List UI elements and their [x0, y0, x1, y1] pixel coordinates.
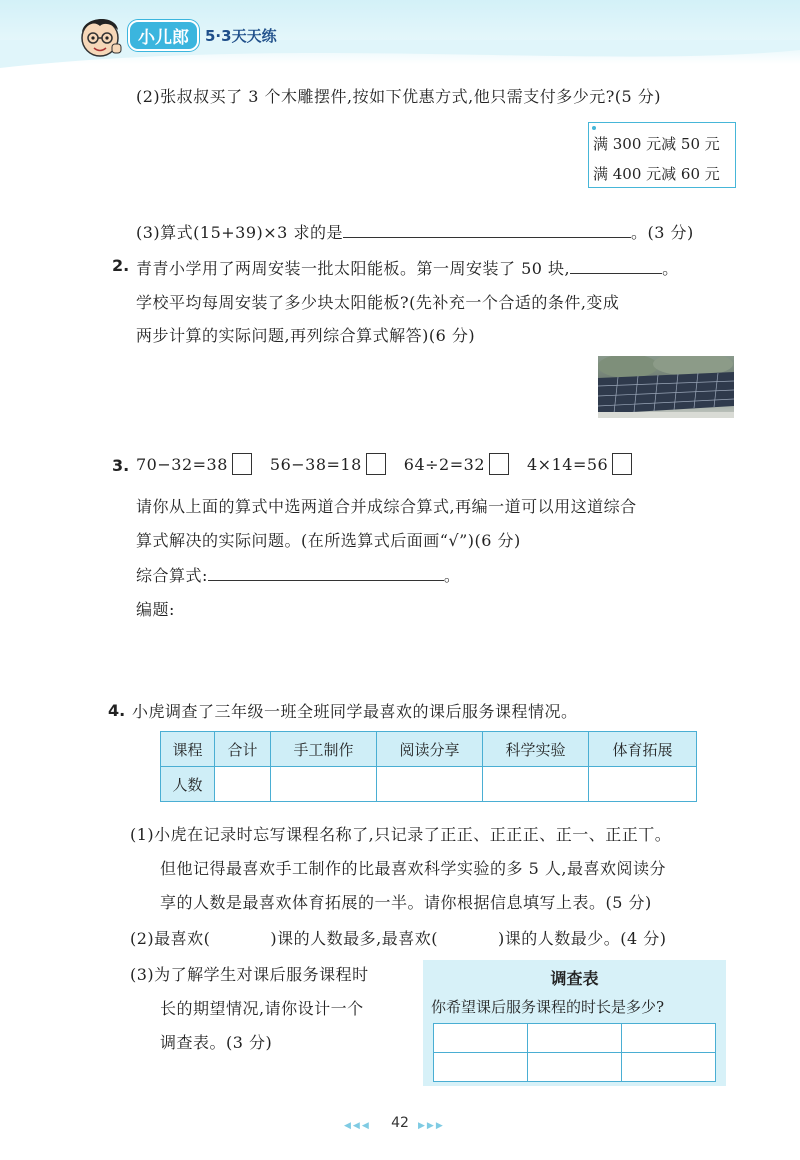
solar-panel-photo — [598, 356, 734, 418]
combined-formula-row — [136, 563, 460, 586]
left-arrows-icon: ◀◀◀ — [344, 1121, 371, 1131]
q4-part3-line-2: 长的期望情况,请你设计一个 — [160, 999, 364, 1018]
q2-line-3: 两步计算的实际问题,再列综合算式解答)(6 分) — [136, 326, 476, 345]
combined-formula-end: 。 — [443, 566, 461, 585]
survey-cell[interactable] — [622, 1024, 716, 1053]
discount-line-2: 满 400 元减 60 元 — [593, 165, 720, 183]
question-number: 3. — [112, 456, 130, 475]
row-label-cell: 人数 — [161, 767, 215, 802]
brand-logo: 小儿郎 — [128, 20, 199, 51]
equation-3: 64÷2=32 — [403, 454, 485, 474]
q4-part2-text-c: )课的人数最少。(4 分) — [498, 929, 667, 948]
combined-formula-label: 综合算式: — [136, 566, 208, 585]
q4-intro: 小虎调查了三年级一班全班同学最喜欢的课后服务课程情况。 — [132, 702, 578, 721]
answer-cell[interactable] — [377, 767, 483, 802]
table-header-row — [161, 732, 697, 767]
table-header-cell: 合计 — [215, 732, 271, 767]
q2-line-1-end: 。 — [662, 259, 679, 278]
answer-cell[interactable] — [215, 767, 271, 802]
q3-line-3: 算式解决的实际问题。(在所选算式后面画“√”)(6 分) — [136, 531, 521, 550]
q4-part3-line-1: (3)为了解学生对课后服务课程时 — [130, 965, 369, 984]
tick-box-2[interactable] — [366, 453, 386, 475]
q4-part2 — [130, 926, 667, 949]
q1-part3-suffix: 。(3 分) — [630, 223, 694, 242]
equation-4: 4×14=56 — [527, 454, 609, 474]
condition-blank[interactable] — [570, 273, 662, 274]
mascot-boy-icon — [74, 10, 126, 62]
survey-cell[interactable] — [528, 1053, 622, 1082]
right-arrows-icon: ▶▶▶ — [418, 1121, 445, 1131]
q3-equations — [136, 453, 632, 475]
equation-2: 56−38=18 — [269, 454, 362, 474]
q1-part3-prefix: (3)算式(15+39)×3 求的是 — [136, 223, 343, 242]
series-title: 5·3天天练 — [205, 26, 277, 45]
table-row — [434, 1024, 716, 1053]
q2-line-2: 学校平均每周安装了多少块太阳能板?(先补充一个合适的条件,变成 — [136, 293, 620, 312]
q2-line-1-text: 青青小学用了两周安装一批太阳能板。第一周安装了 50 块, — [136, 259, 571, 278]
answer-cell[interactable] — [271, 767, 377, 802]
survey-cell[interactable] — [434, 1053, 528, 1082]
discount-line-1: 满 300 元减 50 元 — [593, 135, 720, 153]
answer-cell[interactable] — [483, 767, 589, 802]
q4-part1-line-3: 享的人数是最喜欢体育拓展的一半。请你根据信息填写上表。(5 分) — [160, 893, 652, 912]
discount-box — [588, 122, 736, 188]
tick-box-3[interactable] — [489, 453, 509, 475]
table-header-cell: 手工制作 — [271, 732, 377, 767]
q1-part3 — [136, 220, 694, 243]
q4-part2-text-b: )课的人数最多,最喜欢( — [270, 929, 438, 948]
survey-cell[interactable] — [528, 1024, 622, 1053]
question-number: 2. — [112, 256, 130, 275]
survey-cell[interactable] — [622, 1053, 716, 1082]
course-survey-table — [160, 731, 697, 802]
tick-box-4[interactable] — [612, 453, 632, 475]
table-header-cell: 阅读分享 — [377, 732, 483, 767]
q4-part1-line-1: (1)小虎在记录时忘写课程名称了,只记录了正正、正正正、正一、正正丅。 — [130, 825, 672, 844]
survey-card — [423, 960, 726, 1086]
q4-part1-line-2: 但他记得最喜欢手工制作的比最喜欢科学实验的多 5 人,最喜欢阅读分 — [160, 859, 666, 878]
answer-cell[interactable] — [589, 767, 697, 802]
table-header-cell: 体育拓展 — [589, 732, 697, 767]
box-corner-dot — [592, 126, 596, 130]
table-row — [434, 1053, 716, 1082]
table-row — [161, 767, 697, 802]
q4-part2-text-a: (2)最喜欢( — [130, 929, 211, 948]
table-header-cell: 科学实验 — [483, 732, 589, 767]
question-number: 4. — [108, 701, 126, 720]
survey-question: 你希望课后服务课程的时长是多少? — [431, 998, 665, 1016]
combined-formula-blank[interactable] — [208, 580, 444, 581]
survey-title: 调查表 — [550, 969, 599, 988]
q4-part3-line-3: 调查表。(3 分) — [160, 1033, 273, 1052]
tick-box-1[interactable] — [232, 453, 252, 475]
equation-1: 70−32=38 — [136, 454, 228, 474]
table-header-cell: 课程 — [161, 732, 215, 767]
q2-line-1 — [136, 256, 679, 279]
answer-blank[interactable] — [343, 237, 631, 238]
survey-cell[interactable] — [434, 1024, 528, 1053]
brand — [128, 22, 277, 48]
page-number: 42 — [391, 1115, 409, 1131]
write-problem-label: 编题: — [136, 600, 175, 619]
q3-line-2: 请你从上面的算式中选两道合并成综合算式,再编一道可以用这道综合 — [136, 497, 637, 516]
survey-grid — [433, 1023, 716, 1082]
q1-part2-text: (2)张叔叔买了 3 个木雕摆件,按如下优惠方式,他只需支付多少元?(5 分) — [136, 87, 662, 106]
